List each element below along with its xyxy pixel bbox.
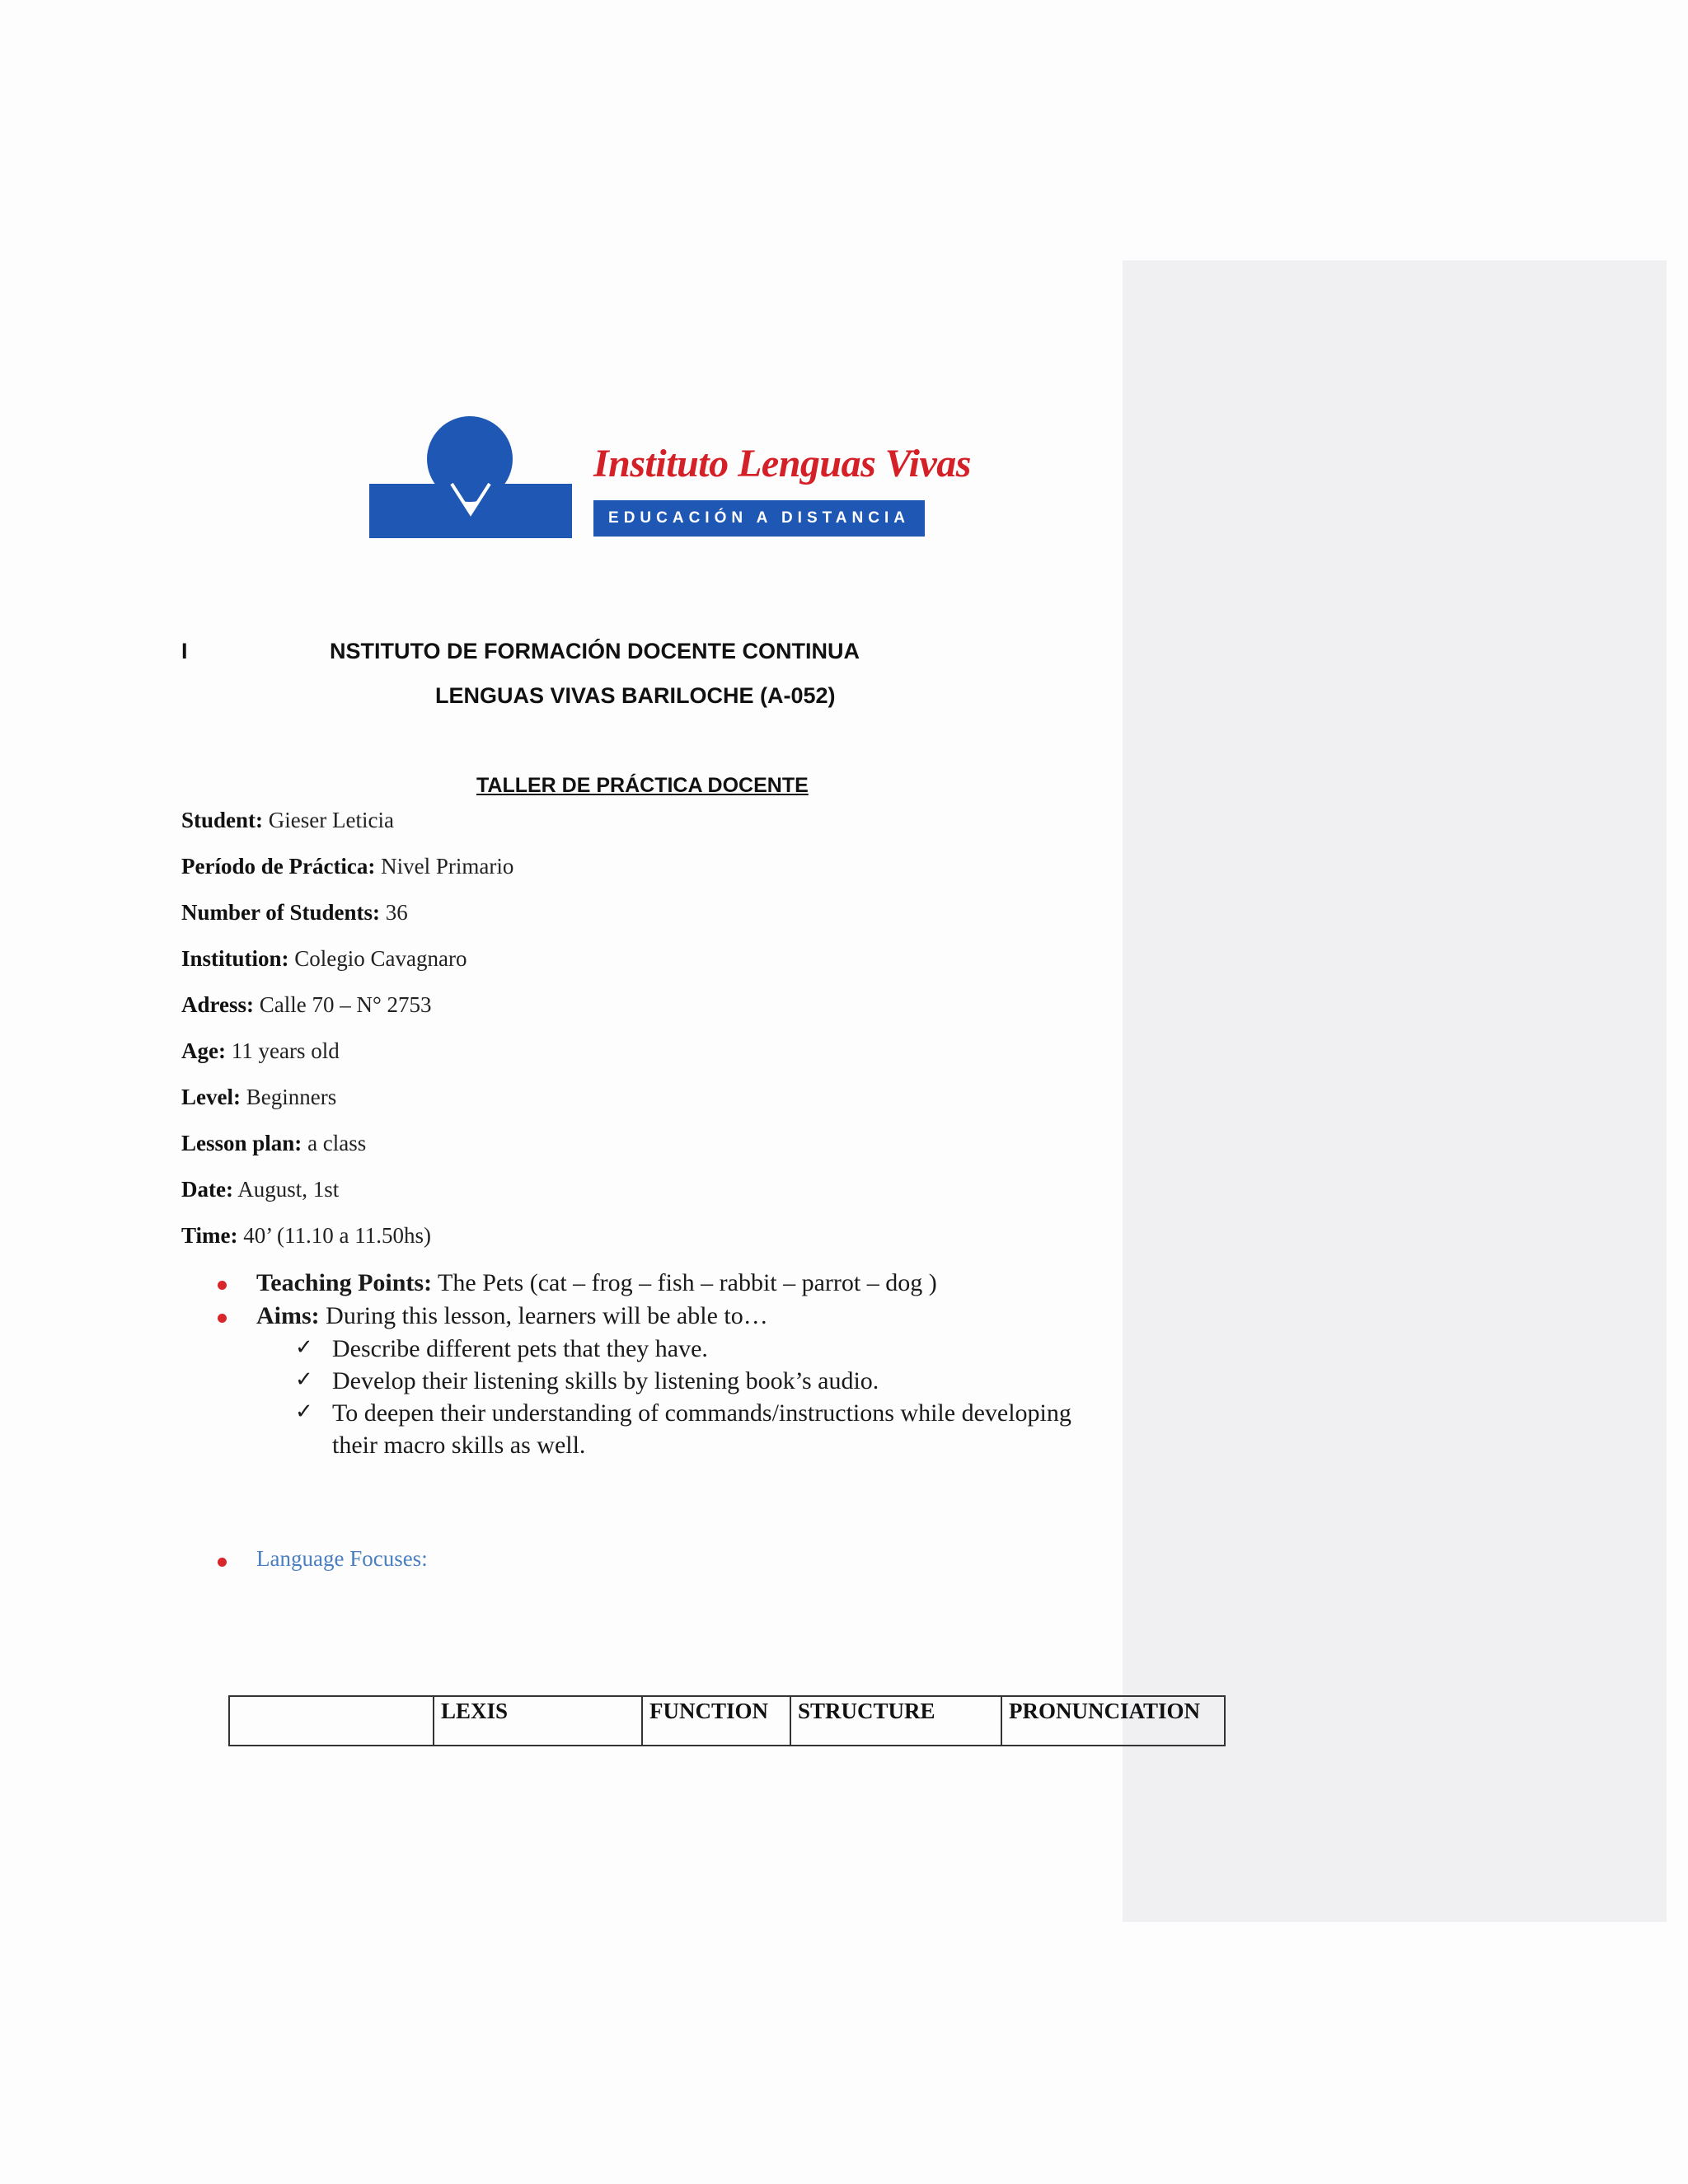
heading-initial: I: [181, 639, 188, 663]
teaching-points-label: Teaching Points:: [256, 1269, 433, 1296]
language-focus-table: [228, 1695, 1226, 1746]
aims-value: During this lesson, learners will be able to…: [319, 1302, 768, 1329]
field-value: August, 1st: [232, 1177, 340, 1202]
teaching-points-value: The Pets (cat – frog – fish – rabbit – parrot – dog ): [432, 1269, 937, 1296]
field-value: 40’ (11.10 a 11.50hs): [237, 1223, 431, 1248]
institute-logo: [369, 416, 971, 538]
field-value: Colegio Cavagnaro: [288, 946, 467, 971]
field-lesson-plan: [181, 1131, 366, 1156]
field-number-of-students: [181, 900, 408, 926]
field-age: [181, 1038, 340, 1064]
aim-item-text: Develop their listening skills by listening book’s audio.: [332, 1367, 879, 1394]
field-label: Date:: [181, 1177, 233, 1202]
checkmark-icon: ✓: [295, 1399, 313, 1424]
table-header-cell: PRONUNCIATION: [1001, 1696, 1225, 1746]
logo-brand-text: Instituto Lenguas Vivas: [593, 442, 971, 485]
field-time: [181, 1223, 431, 1249]
field-label: Período de Práctica:: [181, 854, 376, 879]
institute-heading: NSTITUTO DE FORMACIÓN DOCENTE CONTINUA: [330, 639, 860, 663]
bullet-dot-icon: [218, 1281, 227, 1290]
field-value: Beginners: [240, 1085, 337, 1109]
bullet-dot-icon: [218, 1314, 227, 1323]
field-label: Number of Students:: [181, 900, 381, 925]
institute-subheading: LENGUAS VIVAS BARILOCHE (A-052): [435, 683, 836, 708]
field-address: [181, 992, 432, 1018]
field-label: Institution:: [181, 946, 289, 971]
field-label: Age:: [181, 1038, 226, 1063]
field-student: [181, 808, 394, 833]
aim-item-text: Describe different pets that they have.: [332, 1335, 708, 1362]
field-value: a class: [302, 1131, 367, 1155]
table-header-cell: [229, 1696, 434, 1746]
field-label: Level:: [181, 1085, 241, 1109]
field-practice-period: [181, 854, 513, 879]
field-value: 11 years old: [225, 1038, 340, 1063]
field-label: Adress:: [181, 992, 255, 1017]
field-level: [181, 1085, 336, 1110]
field-institution: [181, 946, 467, 972]
table-header-cell: FUNCTION: [642, 1696, 790, 1746]
field-label: Student:: [181, 808, 264, 832]
aim-item-text: To deepen their understanding of commands/instructions while developing: [332, 1399, 1071, 1427]
checkmark-icon: ✓: [295, 1335, 313, 1360]
comment-margin-pane: [1123, 260, 1667, 1922]
table-header-cell: STRUCTURE: [790, 1696, 1001, 1746]
field-date: [181, 1177, 339, 1202]
logo-banner-text: EDUCACIÓN A DISTANCIA: [593, 500, 925, 537]
field-label: Time:: [181, 1223, 238, 1248]
aim-item-continuation: their macro skills as well.: [332, 1432, 586, 1459]
field-value: Nivel Primario: [375, 854, 514, 879]
open-book-logo-icon: [369, 416, 572, 538]
field-label: Lesson plan:: [181, 1131, 302, 1155]
aims-label: Aims:: [256, 1302, 320, 1329]
workshop-title: TALLER DE PRÁCTICA DOCENTE: [476, 774, 809, 797]
field-value: Gieser Leticia: [263, 808, 394, 832]
field-value: Calle 70 – N° 2753: [254, 992, 432, 1017]
language-focuses-label: Language Focuses:: [256, 1546, 428, 1571]
table-header-row: [229, 1696, 1225, 1746]
checkmark-icon: ✓: [295, 1367, 313, 1392]
bullet-dot-icon: [218, 1558, 227, 1567]
field-value: 36: [380, 900, 408, 925]
table-header-cell: LEXIS: [434, 1696, 642, 1746]
